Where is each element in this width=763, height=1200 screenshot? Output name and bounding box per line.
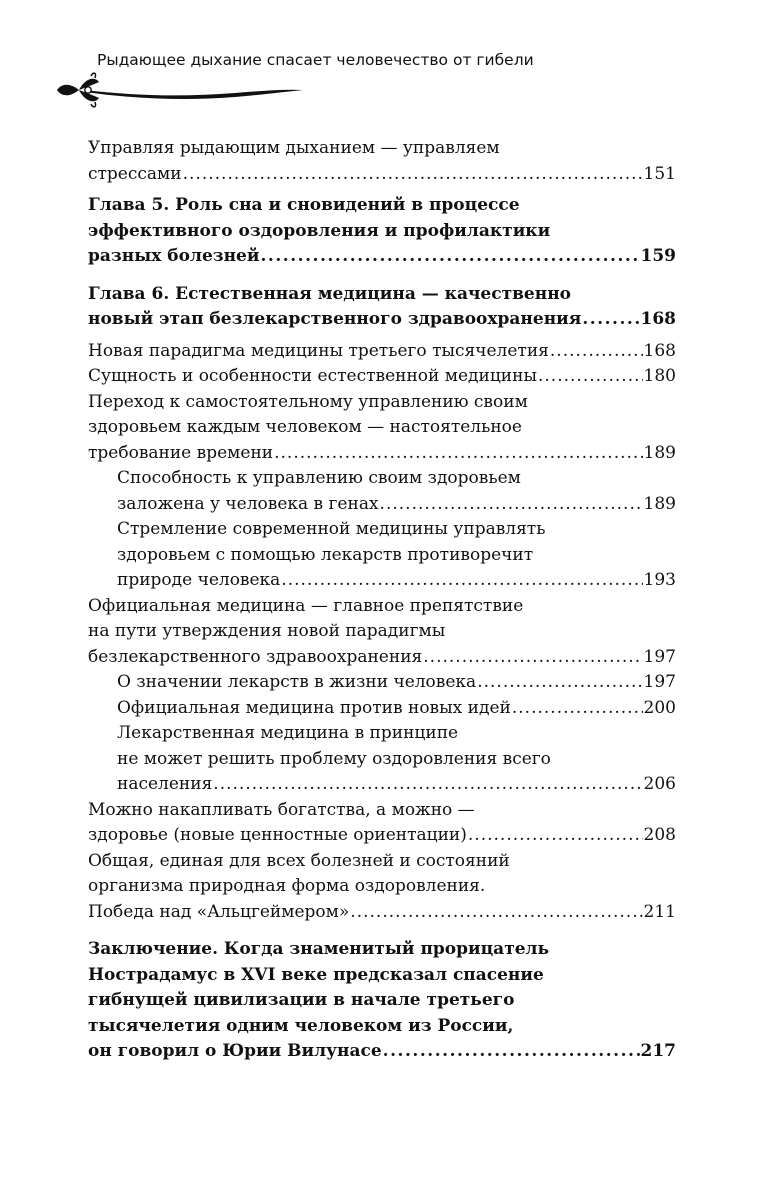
toc-entry-line: населения [117,774,213,794]
toc-page-number: 217 [640,1041,676,1061]
dot-leader [213,772,642,798]
toc-entry-line: на пути утверждения новой парадигмы [88,621,446,641]
toc-entry-line: Управляя рыдающим дыханием — управляем [88,138,500,158]
toc-entry-line: заложена у человека в генах [117,493,379,514]
toc-entry[interactable] [88,282,676,333]
toc-entry[interactable] [88,193,676,270]
toc-entry[interactable] [88,849,676,926]
toc-entry-line: Глава 5. Роль сна и сновидений в процессе [88,195,520,215]
toc-entry-line: здоровьем каждым человеком — настоятельное [88,417,522,437]
toc-entry-line: Глава 6. Естественная медицина — качественно [88,283,571,304]
toc-entry[interactable] [88,670,676,696]
toc-entry-line: организма природная форма оздоровления. [88,876,486,896]
toc-entry-line: Заключение. Когда знаменитый прорицатель [88,939,550,959]
toc-entry[interactable] [88,594,676,671]
dot-leader [383,1039,640,1065]
toc-page-number: 151 [643,163,676,184]
dot-leader [183,162,643,188]
table-of-contents [88,136,676,1065]
dot-leader [550,339,643,365]
toc-entry[interactable] [88,937,676,1065]
toc-page-number: 168 [643,340,676,361]
toc-entry[interactable] [88,390,676,467]
toc-page-number: 197 [643,672,676,692]
dot-leader [512,696,643,722]
toc-entry-line: Новая парадигма медицины третьего тысячелетия [88,340,549,361]
toc-entry-line: Можно накапливать богатства, а можно — [88,799,475,820]
toc-entry[interactable] [88,364,676,390]
toc-entry[interactable] [88,136,676,187]
toc-entry-line: он говорил о Юрии Вилунасе [88,1041,382,1061]
flourish-ornament-icon [55,70,305,110]
toc-entry-line: новый этап безлекарственного здравоохранения [88,309,582,329]
toc-entry-line: стрессами [88,163,182,184]
toc-page-number: 180 [643,366,676,386]
toc-entry-line: здоровье (новые ценностные ориентации) [88,825,467,845]
toc-entry-line: Сущность и особенности естественной медицины [88,366,537,386]
toc-page-number: 189 [643,442,676,463]
dot-leader [281,568,642,594]
dot-leader [423,645,642,671]
toc-entry[interactable] [88,466,676,517]
toc-entry-line: безлекарственного здравоохранения [88,646,423,667]
toc-entry[interactable] [88,339,676,365]
toc-entry-line: Переход к самостоятельному управлению своим [88,391,528,412]
toc-entry[interactable] [88,798,676,849]
toc-entry-line: природе человека [117,570,281,590]
toc-page-number: 208 [643,825,676,845]
toc-entry-line: Официальная медицина — главное препятствие [88,595,524,616]
toc-entry-line: требование времени [88,442,274,463]
toc-entry[interactable] [88,721,676,798]
toc-entry-line: Нострадамус в XVI веке предсказал спасение [88,964,544,985]
toc-entry-line: Общая, единая для всех болезней и состояний [88,850,510,871]
dot-leader [274,441,642,467]
toc-page-number: 197 [643,646,676,667]
toc-entry-line: разных болезней [88,246,260,266]
toc-page-number: 206 [643,774,676,794]
toc-page-number: 200 [643,697,676,718]
toc-entry-line: Способность к управлению своим здоровьем [117,468,521,488]
toc-entry-line: Официальная медицина против новых идей [117,697,511,718]
toc-entry-line: Лекарственная медицина в принципе [117,723,459,743]
toc-page-number: 189 [643,493,676,514]
toc-entry-line: О значении лекарств в жизни человека [117,672,477,692]
toc-entry-line: гибнущей цивилизации в начале третьего [88,990,515,1010]
dot-leader [350,900,642,926]
toc-page-number: 193 [643,570,676,590]
dot-leader [538,364,643,390]
dot-leader [582,307,639,333]
toc-page-number: 159 [640,246,676,266]
dot-leader [380,492,643,518]
toc-entry-line: Стремление современной медицины управлять [117,519,546,539]
dot-leader [468,823,643,849]
toc-entry-line: здоровьем с помощью лекарств противоречит [117,544,534,565]
toc-page-number: 211 [643,901,676,922]
toc-entry[interactable] [88,517,676,594]
toc-page-number: 168 [640,309,676,329]
dot-leader [477,670,642,696]
running-header-title: Рыдающее дыхание спасает человечество от гибели [97,51,534,69]
toc-entry-line: не может решить проблему оздоровления всего [117,748,551,769]
toc-entry[interactable] [88,696,676,722]
toc-entry-line: Победа над «Альцгеймером» [88,901,350,922]
toc-entry-line: тысячелетия одним человеком из России, [88,1015,514,1036]
toc-entry-line: эффективного оздоровления и профилактики [88,220,551,241]
dot-leader [261,244,640,270]
